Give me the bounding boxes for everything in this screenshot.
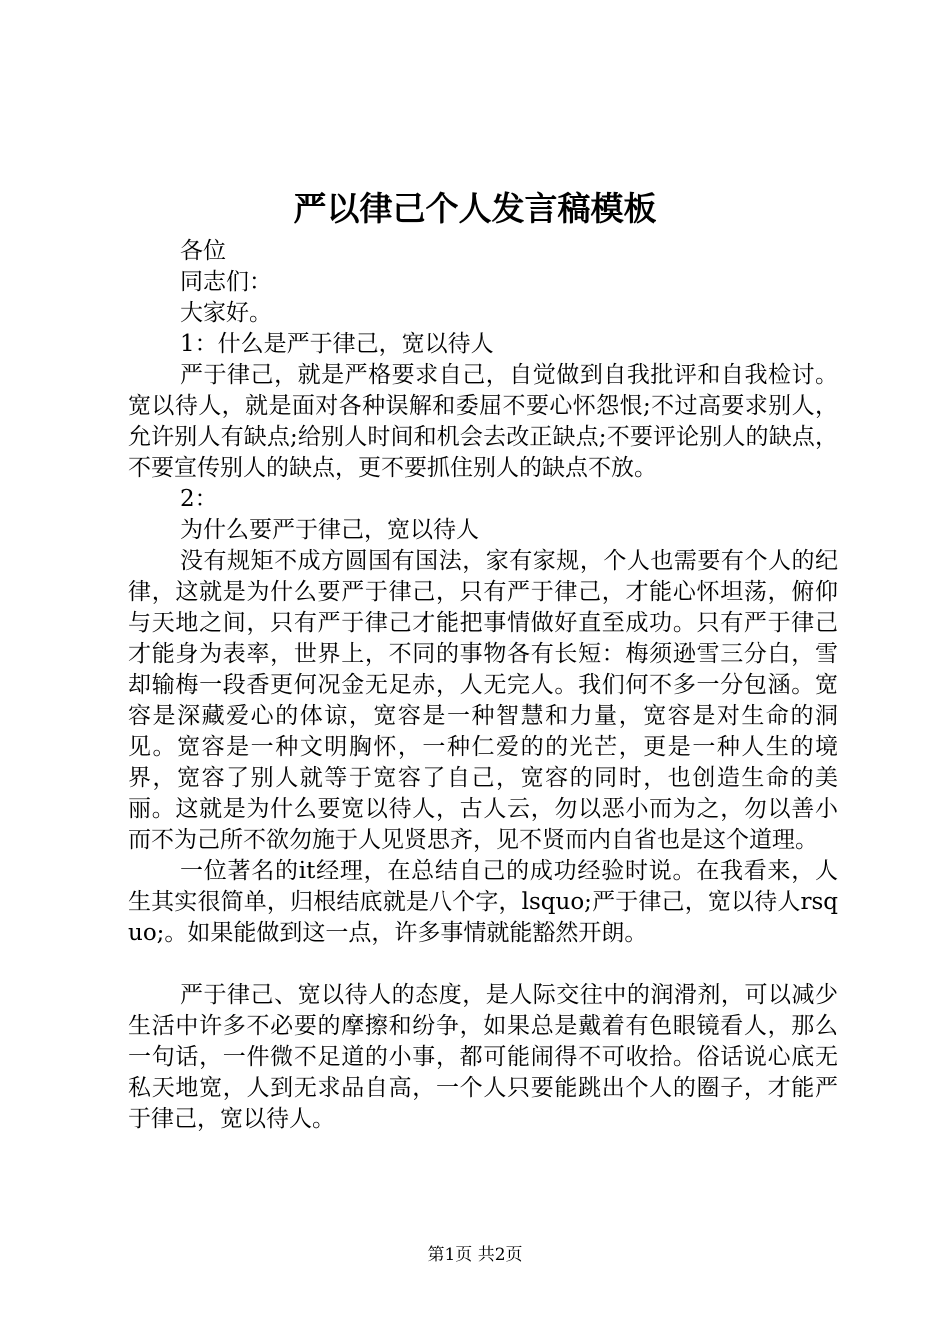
paragraph-reasons: 没有规矩不成方圆国有国法，家有家规，个人也需要有个人的纪律，这就是为什么要严于律己，只有严于律己，才能心怀坦荡，俯仰与天地之间，只有严于律己才能把事情做好直至成功。只有严于律己才能身为表率，世界上，不同的事物各有长短：梅须逊雪三分白，雪却输梅一段香更何况金无足赤，人无完人。我们何不多一分包涵。宽容是深藏爱心的体谅，宽容是一种智慧和力量，宽容是对生命的洞见。宽容是一种文明胸怀，一种仁爱的的光芒，更是一种人生的境界，宽容了别人就等于宽容了自己，宽容的同时，也创造生命的美丽。这就是为什么要宽以待人，古人云，勿以恶小而为之，勿以善小而不为己所不欲勿施于人见贤思齐，见不贤而内自省也是这个道理。 <box>128 548 838 853</box>
section-heading-1: 1：什么是严于律己，宽以待人 <box>180 331 494 357</box>
page-number-footer: 第1页 共2页 <box>427 1245 523 1265</box>
paragraph-salutation-1: 各位 <box>180 238 226 264</box>
paragraph-greeting: 大家好。 <box>180 300 272 326</box>
paragraph-definition: 严于律己，就是严格要求自己，自觉做到自我批评和自我检讨。宽以待人，就是面对各种误解和委屈不要心怀怨恨;不过高要求别人，允许别人有缺点;给别人时间和机会去改正缺点;不要评论别人的缺点，不要宣传别人的缺点，更不要抓住别人的缺点不放。 <box>128 362 838 481</box>
document-body <box>128 236 838 1135</box>
paragraph-it-manager: 一位著名的it经理，在总结自己的成功经验时说。在我看来，人生其实很简单，归根结底就是八个字，lsquo;严于律己，宽以待人rsquo;。如果能做到这一点，许多事情就能豁然开朗。 <box>128 858 838 946</box>
document-title: 严以律己个人发言稿模板 <box>293 189 657 228</box>
section-heading-2: 为什么要严于律己，宽以待人 <box>180 517 479 543</box>
paragraph-spacer <box>128 949 838 980</box>
section-number-2: 2： <box>180 486 218 512</box>
paragraph-attitude: 严于律己、宽以待人的态度，是人际交往中的润滑剂，可以减少生活中许多不必要的摩擦和纷争，如果总是戴着有色眼镜看人，那么一句话，一件微不足道的小事，都可能闹得不可收拾。俗话说心底无私天地宽，人到无求品自高，一个人只要能跳出个人的圈子，才能严于律己，宽以待人。 <box>128 982 838 1132</box>
paragraph-salutation-2: 同志们： <box>180 269 272 295</box>
